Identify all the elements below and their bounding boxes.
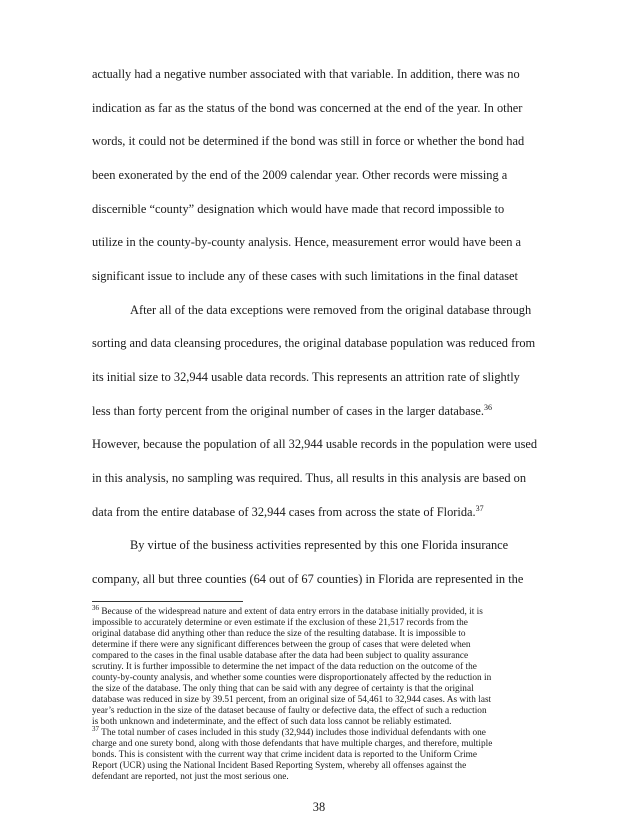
- footnote-ref-36[interactable]: 36: [484, 402, 492, 412]
- footnote-line: is both unknown and indeterminate, and the effect of such data loss cannot be reliably estimated.: [92, 717, 452, 727]
- body-line: significant issue to include any of these cases with such limitations in the final dataset: [92, 269, 519, 283]
- body-line: However, because the population of all 32,944 usable records in the population were used: [92, 437, 538, 451]
- body-line: indication as far as the status of the bond was concerned at the end of the year. In other: [92, 101, 523, 115]
- body-line-text: data from the entire database of 32,944 cases from across the state of Florida.: [92, 505, 476, 519]
- body-line: discernible “county” designation which would have made that record impossible to: [92, 202, 505, 216]
- footnote-line: impossible to accurately determine or even estimate if the exclusion of these 21,517 records from the: [92, 618, 468, 628]
- body-line-paragraph-start: By virtue of the business activities represented by this one Florida insurance: [130, 538, 509, 552]
- footnote-text: Because of the widespread nature and extent of data entry errors in the database initially provided, it is: [99, 607, 483, 617]
- body-line-paragraph-start: After all of the data exceptions were removed from the original database through: [130, 303, 532, 317]
- body-line: company, all but three counties (64 out of 67 counties) in Florida are represented in the: [92, 572, 524, 586]
- body-line: actually had a negative number associated with that variable. In addition, there was no: [92, 67, 520, 81]
- body-line: its initial size to 32,944 usable data records. This represents an attrition rate of slightly: [92, 370, 520, 384]
- footnote-line: scrutiny. It is further impossible to determine the net impact of the data reduction on the outcome of the: [92, 662, 477, 672]
- body-line-with-footnote-37: [92, 505, 484, 519]
- footnote-line: year’s reduction in the size of the dataset because of faulty or defective data, the effect of such a reduction: [92, 706, 487, 716]
- body-line: words, it could not be determined if the bond was still in force or whether the bond had: [92, 134, 525, 148]
- footnote-line: compared to the cases in the final usable database after the data had been subject to quality assurance: [92, 651, 469, 661]
- footnote-line: original database did anything other than reduce the size of the resulting database. It is impossible to: [92, 629, 466, 639]
- footnote-line: bonds. This is consistent with the current way that crime incident data is reported to the Uniform Crime: [92, 750, 478, 760]
- footnote-37-number: 37: [92, 724, 99, 733]
- body-line: in this analysis, no sampling was required. Thus, all results in this analysis are based on: [92, 471, 527, 485]
- footnote-ref-37[interactable]: 37: [475, 503, 484, 513]
- footnote-line: defendant are reported, not just the most serious one.: [92, 772, 289, 782]
- footnote-separator: [92, 601, 243, 602]
- body-line: sorting and data cleansing procedures, the original database population was reduced from: [92, 336, 536, 350]
- footnote-text: The total number of cases included in this study (32,944) includes those individual defendants with one: [99, 728, 486, 738]
- footnote-line: database was reduced in size by 39.51 percent, from an original size of 54,461 to 32,944 cases. As with last: [92, 695, 492, 705]
- footnote-line: county-by-county analysis, and whether some counties were disproportionately affected by the reduction in: [92, 673, 492, 683]
- footnote-36-first-line: [92, 603, 483, 618]
- body-line-with-footnote-36: [92, 404, 492, 418]
- footnote-line: charge and one surety bond, along with those defendants that have multiple charges, and therefore, multiple: [92, 739, 493, 749]
- footnote-36-number: 36: [92, 603, 99, 612]
- body-line-text: less than forty percent from the original number of cases in the larger database.: [92, 404, 484, 418]
- footnote-37-first-line: [92, 724, 486, 739]
- footnote-line: Report (UCR) using the National Incident Based Reporting System, whereby all offenses against the: [92, 761, 467, 771]
- footnote-line: the size of the database. The only thing that can be said with any degree of certainty is that the original: [92, 684, 474, 694]
- body-line: utilize in the county-by-county analysis. Hence, measurement error would have been a: [92, 235, 522, 249]
- body-line: been exonerated by the end of the 2009 calendar year. Other records were missing a: [92, 168, 508, 182]
- page-number: 38: [312, 800, 326, 814]
- footnote-line: determine if there were any significant differences between the group of cases that were deleted when: [92, 640, 471, 650]
